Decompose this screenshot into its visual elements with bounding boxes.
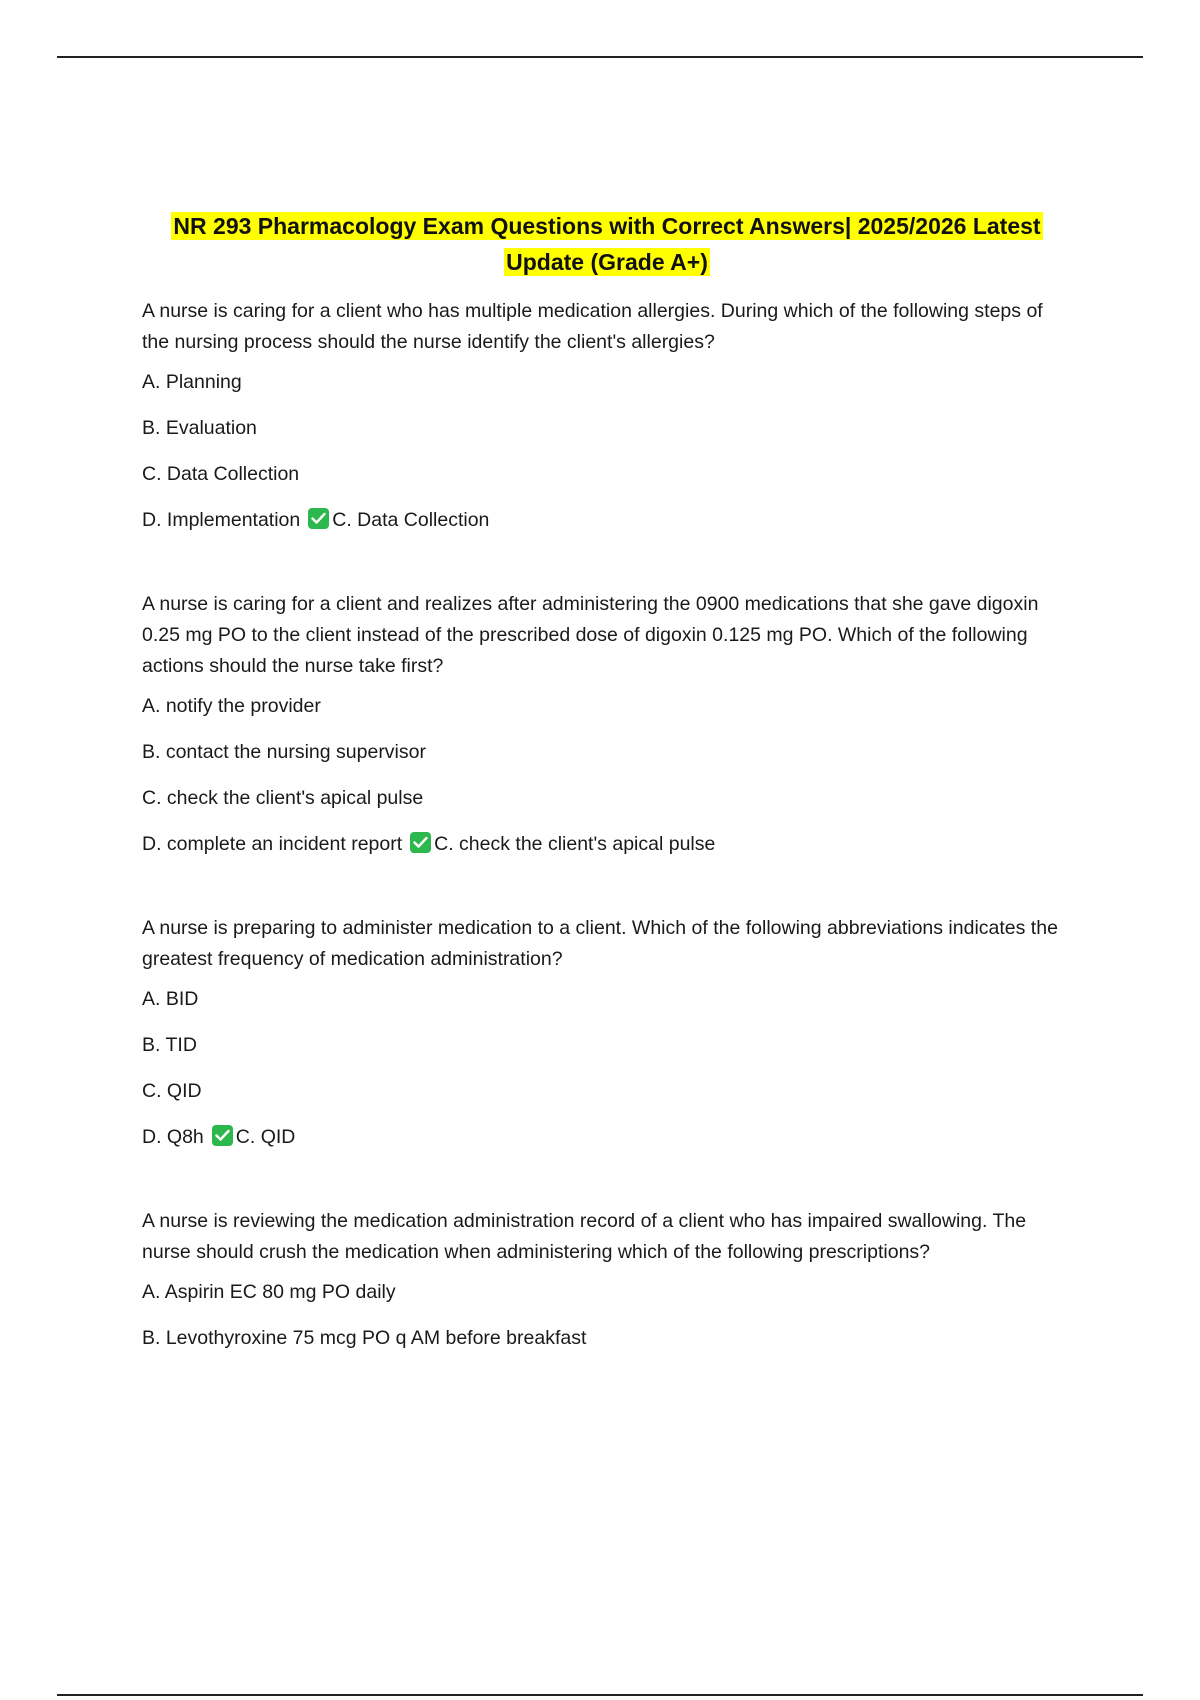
option-d: D. complete an incident report xyxy=(142,833,403,855)
question-4 xyxy=(142,1206,1072,1351)
option-b: B. contact the nursing supervisor xyxy=(142,741,426,763)
question-stem: A nurse is reviewing the medication administration record of a client who has impaired swallowing. The nurse should crush the medication when administering which of the following prescriptions? xyxy=(142,1210,1027,1263)
question-3 xyxy=(142,913,1072,1150)
correct-answer: C. check the client's apical pulse xyxy=(434,833,716,855)
option-a: A. BID xyxy=(142,988,199,1010)
document-body xyxy=(142,208,1072,1407)
option-c: C. QID xyxy=(142,1080,202,1102)
option-a: A. notify the provider xyxy=(142,695,321,717)
title-line-2: Update (Grade A+) xyxy=(506,249,708,275)
option-a: A. Aspirin EC 80 mg PO daily xyxy=(142,1281,396,1303)
footer-rule xyxy=(57,1694,1143,1696)
option-d: D. Implementation xyxy=(142,509,301,531)
option-d-with-answer xyxy=(142,507,1072,533)
option-c: C. check the client's apical pulse xyxy=(142,787,424,809)
question-stem: A nurse is preparing to administer medication to a client. Which of the following abbreviations indicates the greatest frequency of medication administration? xyxy=(142,917,1058,970)
option-b: B. TID xyxy=(142,1034,197,1056)
option-d: D. Q8h xyxy=(142,1126,204,1148)
header-rule xyxy=(57,56,1143,58)
option-b: B. Levothyroxine 75 mcg PO q AM before breakfast xyxy=(142,1327,587,1349)
option-c: C. Data Collection xyxy=(142,463,300,485)
check-box-icon xyxy=(410,832,431,853)
option-a: A. Planning xyxy=(142,371,242,393)
question-stem: A nurse is caring for a client and realizes after administering the 0900 medications that she gave digoxin 0.25 mg PO to the client instead of the prescribed dose of digoxin 0.125 mg PO. Which of the following actions should the nurse take first? xyxy=(142,593,1039,677)
option-d-with-answer xyxy=(142,1124,1072,1150)
question-2 xyxy=(142,589,1072,857)
question-stem: A nurse is caring for a client who has multiple medication allergies. During which of the following steps of the nursing process should the nurse identify the client's allergies? xyxy=(142,300,1043,353)
check-box-icon xyxy=(308,508,329,529)
option-d-with-answer xyxy=(142,831,1072,857)
question-1 xyxy=(142,296,1072,533)
correct-answer: C. QID xyxy=(235,1126,296,1148)
check-box-icon xyxy=(212,1125,233,1146)
correct-answer: C. Data Collection xyxy=(332,509,490,531)
option-b: B. Evaluation xyxy=(142,417,257,439)
document-title xyxy=(142,208,1072,280)
title-line-1: NR 293 Pharmacology Exam Questions with Correct Answers| 2025/2026 Latest xyxy=(173,213,1041,239)
